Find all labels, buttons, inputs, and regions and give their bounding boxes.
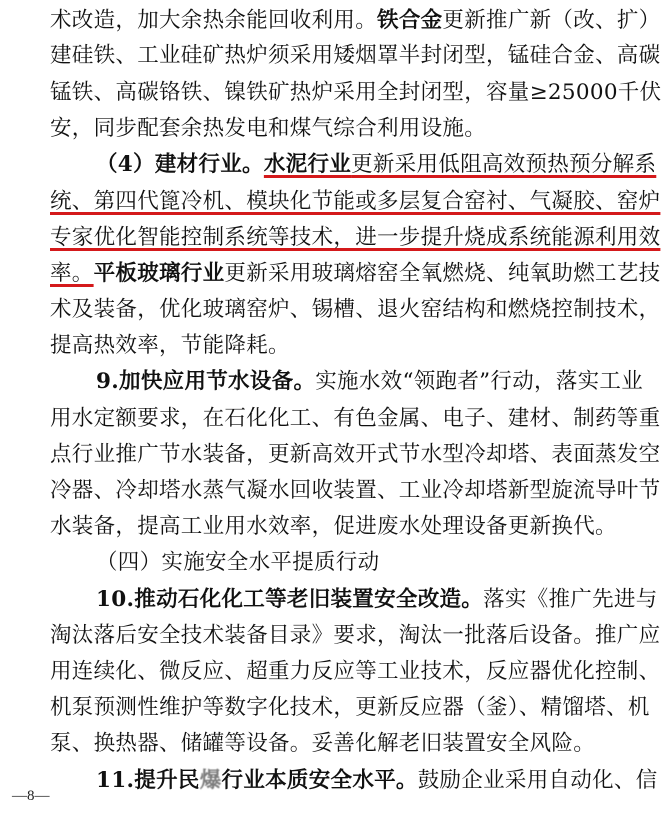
item-heading-explosives-safety: 11.提升民: [96, 768, 200, 793]
body-text: 鼓励企业采用自动化、信: [417, 768, 658, 793]
paragraph-line: [50, 295, 660, 325]
body-text: 用连续化、微反应、超重力反应等工业技术，反应器优化控制、: [50, 659, 661, 684]
blurred-character: 爆: [199, 768, 222, 793]
paragraph-line: [50, 259, 660, 289]
body-text: 淘汰落后安全技术装备目录》要求，淘汰一批落后设备。推广应: [50, 623, 661, 648]
highlight-text: 率。: [50, 261, 94, 286]
paragraph-line: [50, 512, 617, 542]
item-heading-petrochemical-safety: 10.推动石化化工等老旧装置安全改造。: [96, 587, 484, 612]
item-heading-water-saving: 9.加快应用节水设备。: [96, 369, 316, 394]
body-text: 实施水效“领跑者”行动，落实工业: [315, 369, 644, 394]
highlight-text: 更新采用低阻高效预热预分解系: [351, 152, 657, 177]
body-text: 水装备，提高工业用水效率，促进废水处理设备更新换代。: [50, 514, 617, 539]
paragraph-line: [50, 187, 660, 217]
body-text: 用水定额要求，在石化化工、有色金属、电子、建材、制药等重: [50, 406, 661, 431]
paragraph-line: [50, 729, 595, 759]
body-text: 落实《推广先进与: [483, 587, 658, 612]
body-text: 更新采用玻璃熔窑全氧燃烧、纯氧助燃工艺技: [224, 261, 661, 286]
bold-term-flat-glass: 平板玻璃行业: [93, 261, 225, 286]
paragraph-line: [96, 585, 658, 615]
body-text: 点行业推广节水装备，更新高效开式节水型冷却塔、表面蒸发空: [50, 442, 661, 467]
paragraph-line: [50, 78, 661, 108]
highlight-text: 专家优化智能控制系统等技术，进一步提升烧成系统能源利用效: [50, 225, 661, 250]
paragraph-line: [50, 693, 650, 723]
body-text: 冷器、冷却塔水蒸气凝水回收装置、工业冷却塔新型旋流导叶节: [50, 478, 661, 503]
paragraph-line: [50, 331, 290, 361]
paragraph-line: [50, 223, 660, 253]
paragraph-line: [50, 41, 660, 71]
highlight-cement-industry: 水泥行业: [263, 152, 352, 177]
body-text: 锰铁、高碳铬铁、镍铁矿热炉采用全封闭型，容量≥25000千伏: [50, 80, 661, 105]
paragraph-line: [96, 367, 643, 397]
highlight-text: 统、第四代篦冷机、模块化节能或多层复合窑衬、气凝胶、窑炉: [50, 189, 661, 214]
paragraph-line: [50, 6, 660, 36]
paragraph-line: [96, 766, 658, 796]
paragraph-line: [50, 476, 660, 506]
section-heading-safety: （四）实施安全水平提质行动: [96, 550, 380, 575]
paragraph-line: [96, 150, 656, 180]
body-text: 机泵预测性维护等数字化技术，更新反应器（釜）、精馏塔、机: [50, 695, 650, 720]
paragraph-line: [50, 114, 486, 144]
body-text: 术改造，加大余热余能回收利用。: [50, 8, 378, 33]
bold-term-ferroalloy: 铁合金: [377, 8, 443, 33]
body-text: 泵、换热器、储罐等设备。妥善化解老旧装置安全风险。: [50, 731, 596, 756]
paragraph-line: [50, 657, 660, 687]
body-text: 更新推广新（改、扩）: [442, 8, 661, 33]
paragraph-line: [50, 440, 660, 470]
item-heading-explosives-safety-cont: 行业本质安全水平。: [221, 768, 418, 793]
body-text: 术及装备，优化玻璃窑炉、锡槽、退火窑结构和燃烧控制技术，: [50, 297, 661, 322]
paragraph-line: [50, 404, 660, 434]
body-text: 建硅铁、工业硅矿热炉须采用矮烟罩半封闭型，锰硅合金、高碳: [50, 43, 661, 68]
subsection-heading-building-materials: （4）建材行业。: [96, 152, 264, 177]
body-text: 安，同步配套余热发电和煤气综合利用设施。: [50, 116, 487, 141]
body-text: 提高热效率，节能降耗。: [50, 333, 290, 358]
page-number: —8—: [12, 788, 50, 804]
paragraph-line: [50, 621, 660, 651]
section-heading: [96, 548, 379, 578]
